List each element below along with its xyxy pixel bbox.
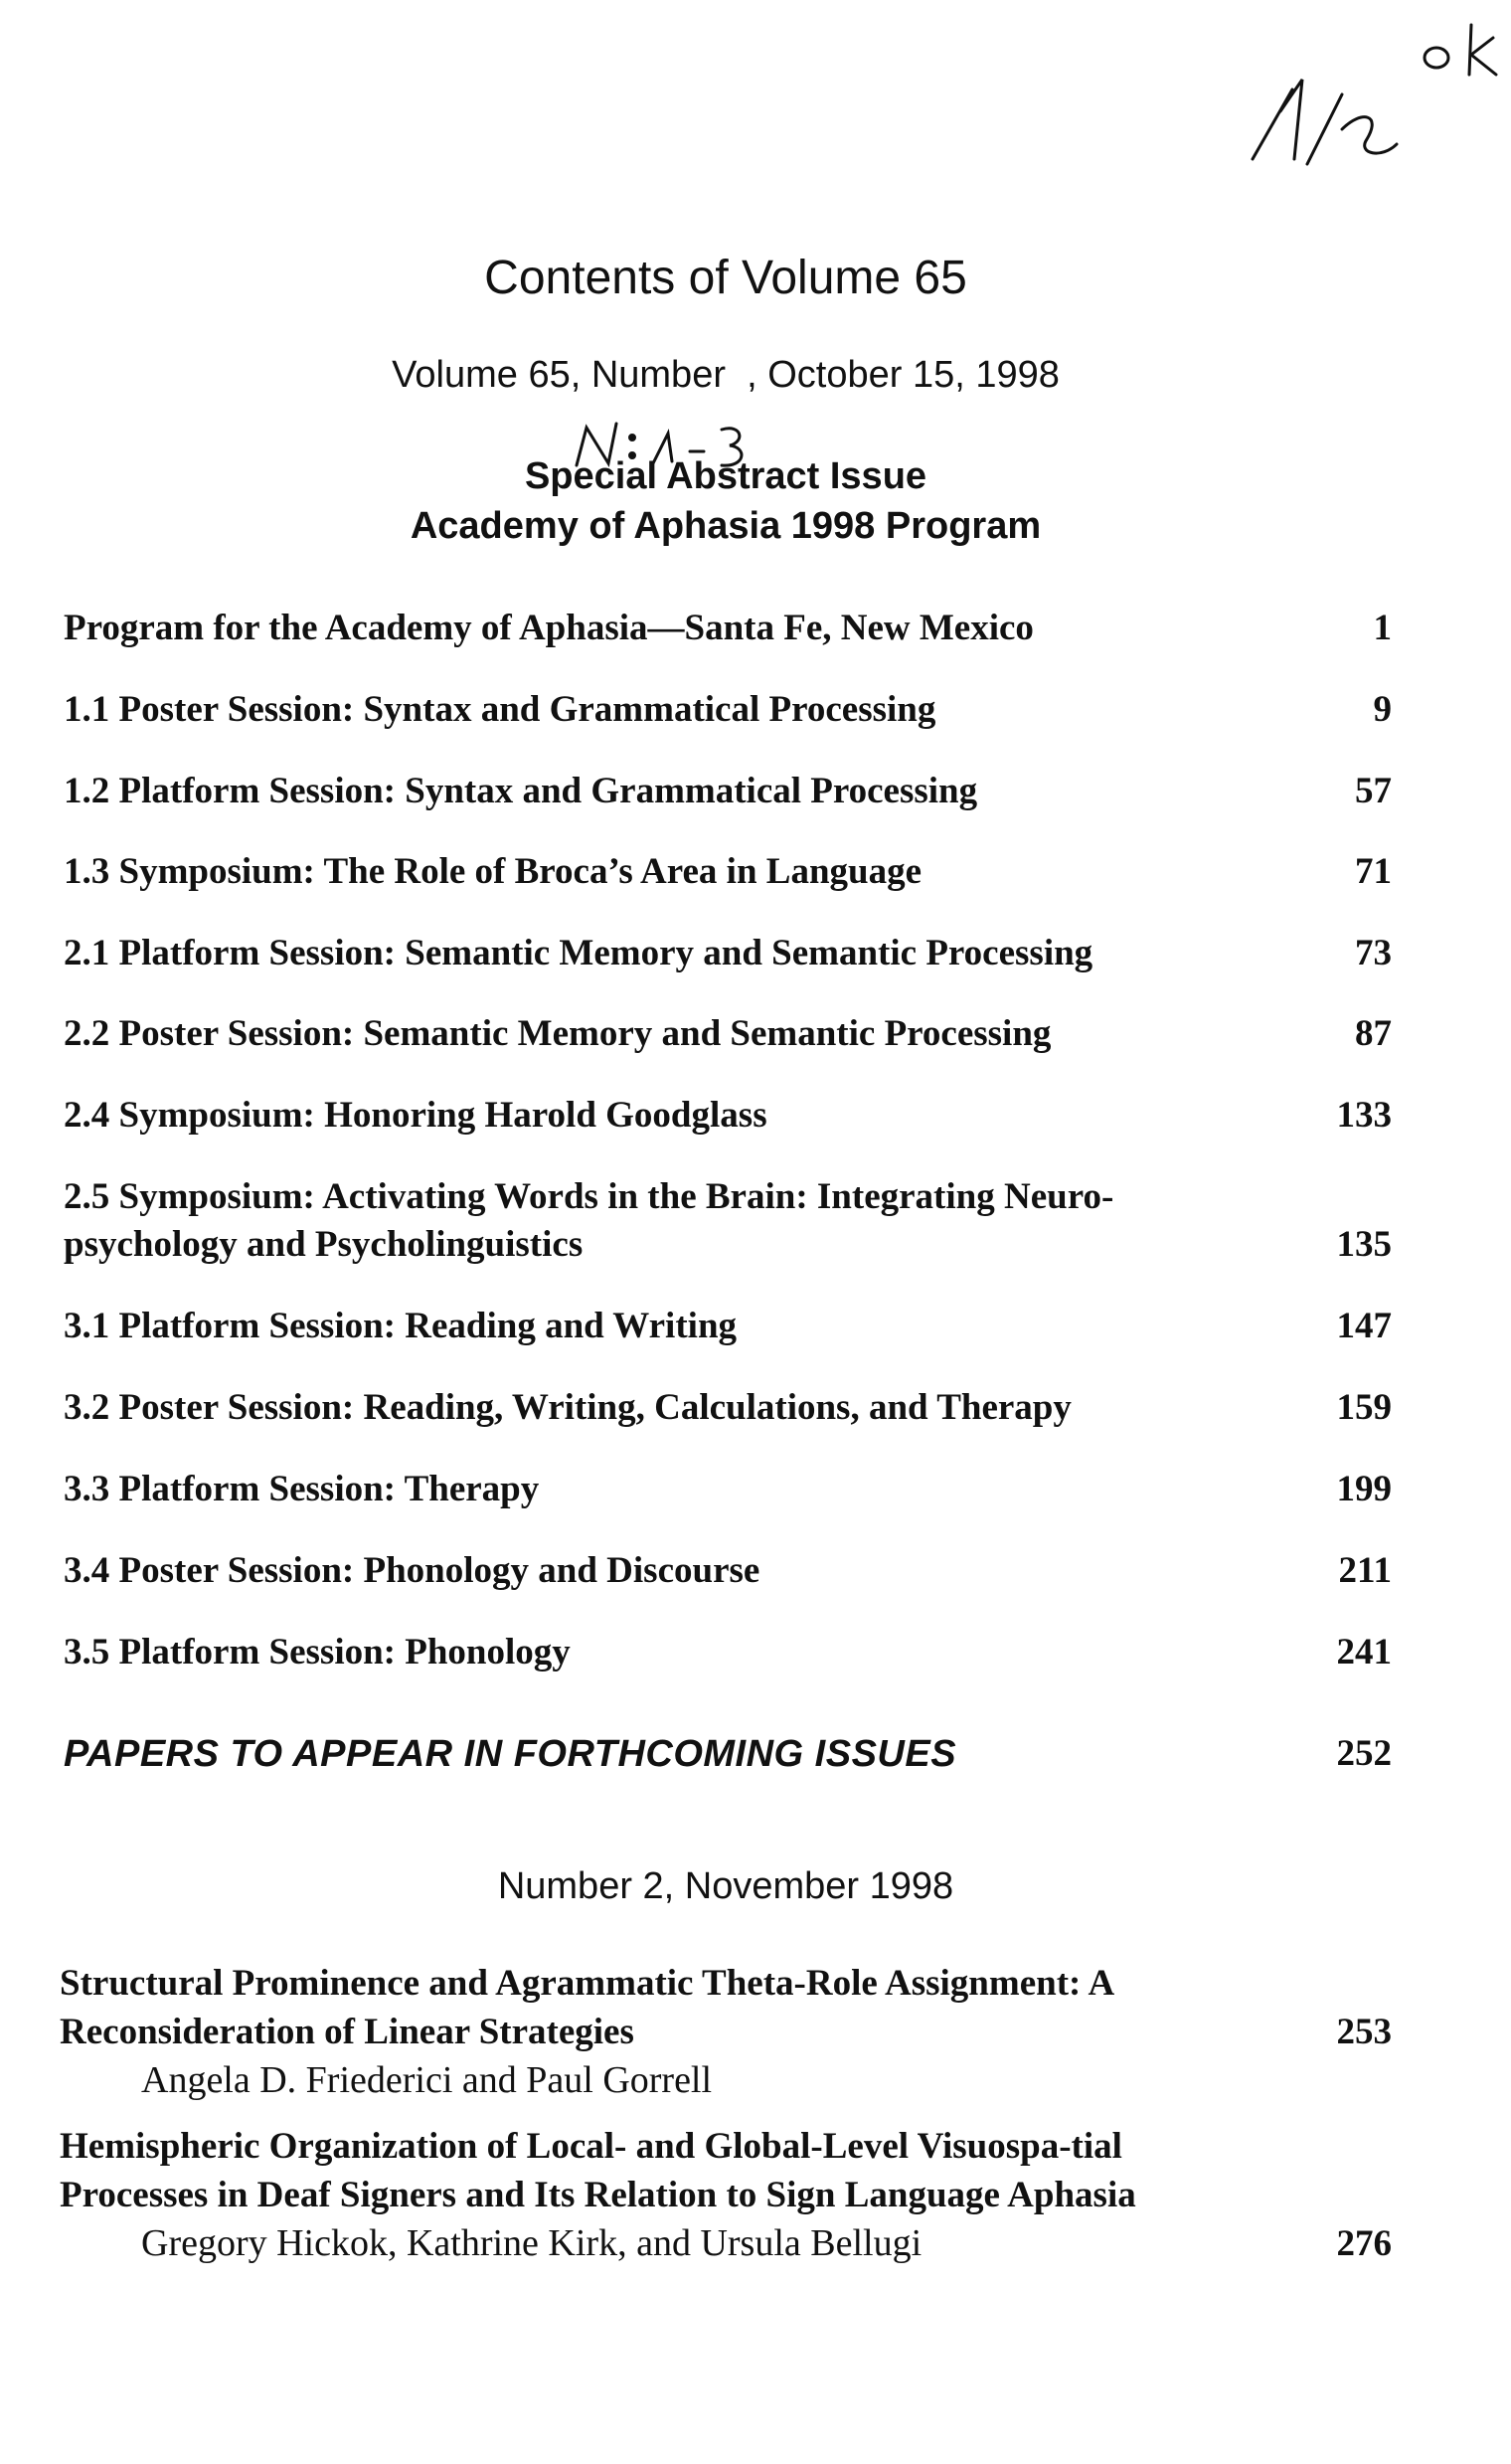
toc-entry-title: 3.3 Platform Session: Therapy bbox=[64, 1469, 540, 1509]
handwritten-annotation-corner bbox=[1233, 20, 1511, 169]
article-authors: Gregory Hickok, Kathrine Kirk, and Ursula Bellugi bbox=[141, 2222, 923, 2264]
toc-entry-title: 3.2 Poster Session: Reading, Writing, Calculations, and Therapy bbox=[64, 1387, 1072, 1428]
forthcoming-title: PAPERS TO APPEAR IN FORTHCOMING ISSUES bbox=[64, 1733, 957, 1775]
article-page: 253 bbox=[1336, 2012, 1392, 2052]
toc-entry bbox=[64, 1384, 1392, 1432]
toc-entry bbox=[64, 1547, 1392, 1595]
toc-entry bbox=[64, 686, 1392, 734]
toc-entry-page: 241 bbox=[1336, 1632, 1392, 1672]
toc-entry bbox=[64, 930, 1392, 977]
toc-entry bbox=[64, 1466, 1392, 1513]
toc-entry-title: 2.4 Symposium: Honoring Harold Goodglass bbox=[64, 1095, 767, 1136]
toc-entry-page: 73 bbox=[1355, 933, 1392, 973]
toc-entry-title: 2.2 Poster Session: Semantic Memory and Semantic Processing bbox=[64, 1013, 1052, 1054]
toc-entry-page: 87 bbox=[1355, 1013, 1392, 1054]
article-title: Structural Prominence and Agrammatic Theta-Role Assignment: A Reconsideration of Linear Strategies bbox=[60, 1963, 1113, 2052]
toc-entry-page: 9 bbox=[1373, 689, 1392, 730]
issue-subtitle-special: Special Abstract Issue bbox=[524, 455, 927, 497]
toc-entry-page: 1 bbox=[1373, 608, 1392, 648]
toc-entry bbox=[64, 768, 1392, 815]
toc-entry bbox=[64, 1629, 1392, 1676]
toc-entry bbox=[64, 1010, 1392, 1058]
article-authors: Angela D. Friederici and Paul Gorrell bbox=[141, 2059, 713, 2101]
article-entry bbox=[60, 2122, 1392, 2268]
toc-entry bbox=[64, 1173, 1392, 1269]
toc-entry bbox=[64, 605, 1392, 652]
toc-entry-page: 57 bbox=[1355, 771, 1392, 811]
toc-entry-page: 159 bbox=[1336, 1387, 1392, 1428]
forthcoming-page: 252 bbox=[1336, 1733, 1392, 1774]
toc-entry-title: 1.2 Platform Session: Syntax and Grammatical Processing bbox=[64, 771, 978, 811]
toc-entry-title: Program for the Academy of Aphasia—Santa Fe, New Mexico bbox=[64, 608, 1034, 648]
toc-entry bbox=[64, 848, 1392, 896]
toc-entry-title: 3.5 Platform Session: Phonology bbox=[64, 1632, 571, 1672]
toc-entry-page: 133 bbox=[1336, 1095, 1392, 1136]
toc-entry-title: 2.1 Platform Session: Semantic Memory and Semantic Processing bbox=[64, 933, 1093, 973]
toc-entry-title: 2.5 Symposium: Activating Words in the Brain: Integrating Neuro-psychology and Psycholinguistics bbox=[64, 1176, 1114, 1265]
article-page: 276 bbox=[1336, 2223, 1392, 2264]
issue-subtitle-program: Academy of Aphasia 1998 Program bbox=[410, 505, 1042, 547]
article-title: Hemispheric Organization of Local- and Global-Level Visuospa-tial Processes in Deaf Signers and Its Relation to Sign Language Aphasia bbox=[60, 2126, 1136, 2215]
toc-entry bbox=[64, 1303, 1392, 1350]
number2-heading: Number 2, November 1998 bbox=[497, 1865, 954, 1907]
toc-entry-page: 199 bbox=[1336, 1469, 1392, 1509]
toc-entry-title: 3.1 Platform Session: Reading and Writing bbox=[64, 1306, 738, 1346]
toc-entry-title: 1.3 Symposium: The Role of Broca’s Area in Language bbox=[64, 851, 923, 892]
forthcoming-entry bbox=[64, 1730, 1392, 1778]
issue-line: Volume 65, Number , October 15, 1998 bbox=[392, 354, 1060, 396]
toc-entry bbox=[64, 1092, 1392, 1140]
page-title: Contents of Volume 65 bbox=[484, 252, 967, 304]
toc-entry-page: 147 bbox=[1336, 1306, 1392, 1346]
toc-entry-title: 3.4 Poster Session: Phonology and Discourse bbox=[64, 1550, 760, 1591]
toc-entry-page: 135 bbox=[1336, 1224, 1392, 1265]
article-entry bbox=[60, 1959, 1392, 2105]
toc-entry-page: 71 bbox=[1355, 851, 1392, 892]
toc-entry-title: 1.1 Poster Session: Syntax and Grammatical Processing bbox=[64, 689, 936, 730]
toc-entry-page: 211 bbox=[1338, 1550, 1392, 1591]
